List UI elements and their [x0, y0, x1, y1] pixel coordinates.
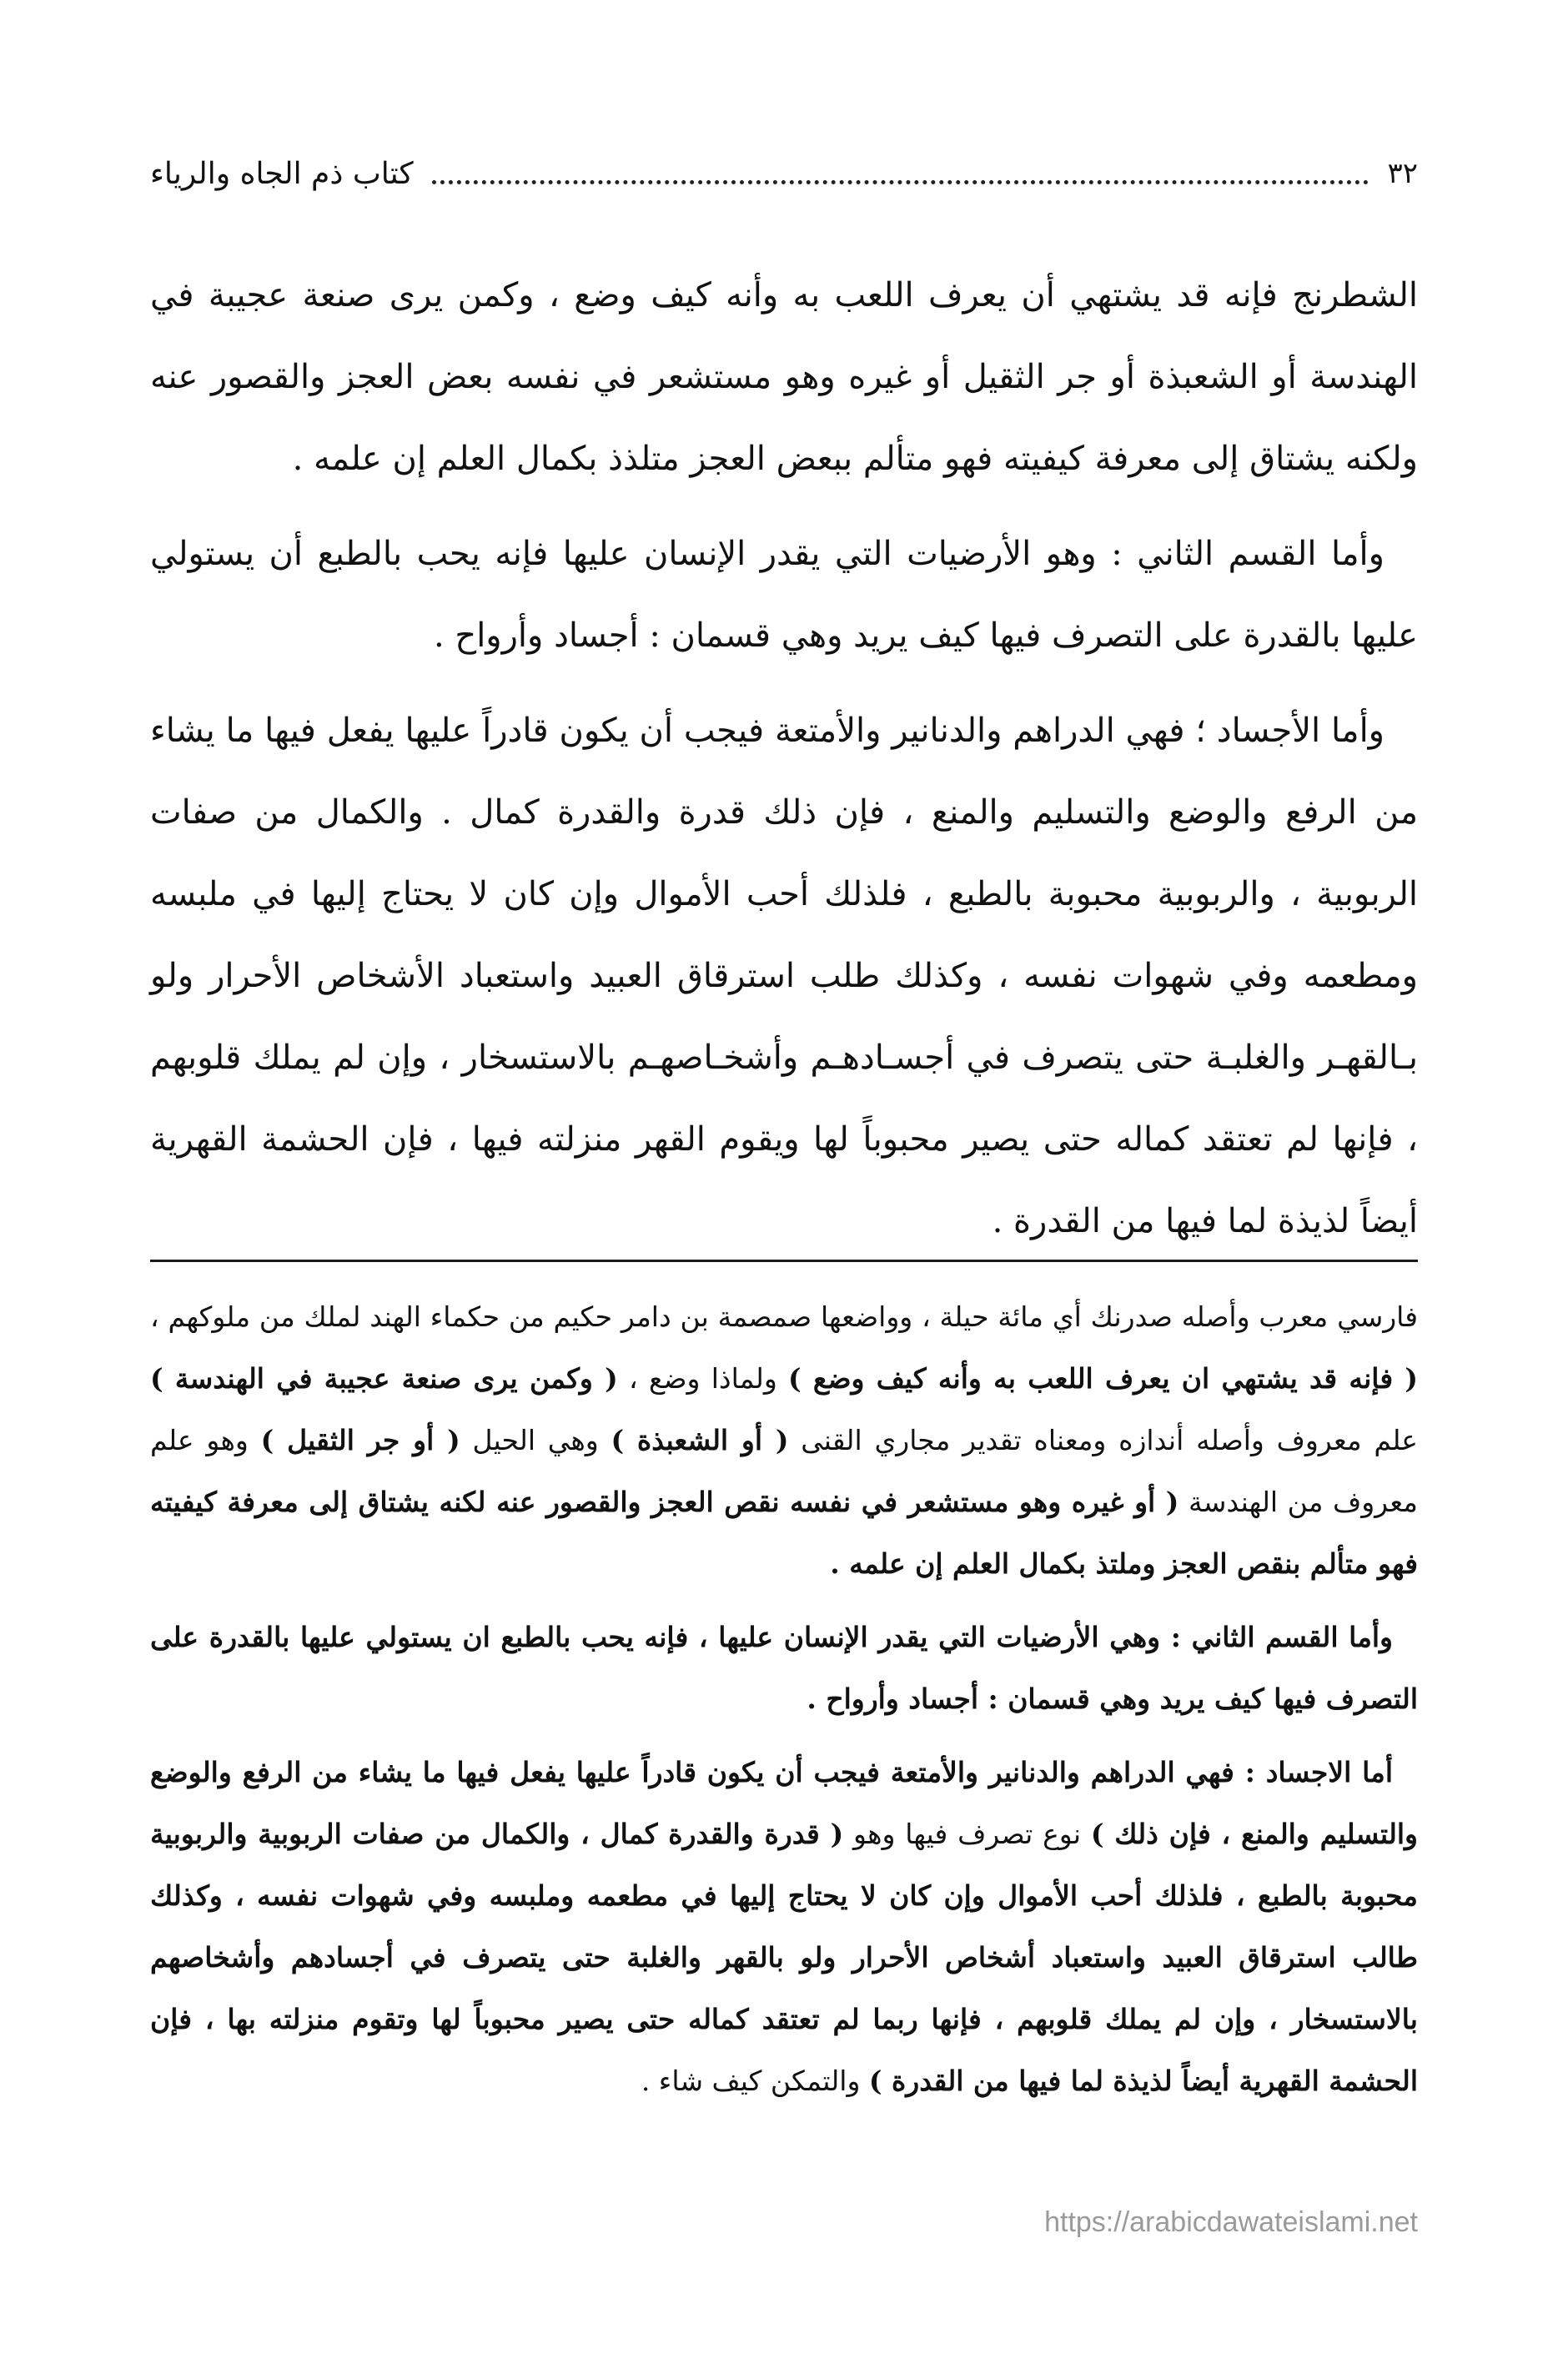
commentary-paragraph-1 [150, 1286, 1418, 1595]
commentary-quote: ( أو الشعبذة ) [611, 1424, 789, 1456]
commentary-text: ولماذا وضع ، [617, 1362, 789, 1395]
main-paragraph-3: وأما الأجساد ؛ فهي الدراهم والدنانير والأمتعة فيجب أن يكون قادراً عليها يفعل فيها ما يشاء من الرفع والوضع والتسليم والمنع ، فإن ذلك قدرة والقدرة كمال . والكمال من صفات الربوبية ، والربوبية محبوبة بالطبع ، فلذلك أحب الأموال وإن كان لا يحتاج إليها في ملبسه ومطعمه وفي شهوات نفسه ، وكذلك طلب استرقاق العبيد واستعباد الأشخاص الأحرار ولو بـالقهـر والغلبـة حتى يتصرف في أجسـادهـم وأشخـاصهـم بالاستسخار ، وإن لم يملك قلوبهم ، فإنها لم تعتقد كماله حتى يصير محبوباً لها ويقوم القهر منزلته فيها ، فإن الحشمة القهرية أيضاً لذيذة لما فيها من القدرة . [150, 712, 1418, 1240]
commentary-quote: ( قدرة والقدرة كمال ، والكمال من صفات الربوبية والربوبية محبوبة بالطبع ، فلذلك أحب الأموال وإن كان لا يحتاج إليها في مطعمه وملبسه وفي شهوات نفسه ، وكذلك طالب استرقاق العبيد واستعباد أشخاص الأحرار ولو بالقهر والغلبة حتى يتصرف في أجسادهم وأشخاصهم بالاستسخار ، وإن لم يملك قلوبهم ، فإنها ربما لم تعتقد كماله حتى يصير محبوباً لها وتقوم منزلته بها ، فإن الحشمة القهرية أيضاً لذيذة لما فيها من القدرة ) [150, 1818, 1418, 2097]
commentary-quote: ( فإنه قد يشتهي ان يعرف اللعب به وأنه كيف وضع ) [788, 1362, 1418, 1395]
book-title: كتاب ذم الجاه والرياء [150, 156, 414, 191]
commentary [150, 1286, 1418, 2124]
commentary-text: وهي الحيل [460, 1424, 611, 1456]
commentary-quote: ( وكمن يرى صنعة عجيبة في الهندسة ) [150, 1362, 618, 1395]
watermark-url: https://arabicdawateislami.net [1044, 2206, 1418, 2238]
commentary-text: وهو علم معروف من الهندسة [150, 1424, 1418, 1518]
main-paragraph-2: وأما القسم الثاني : وهو الأرضيات التي يقدر الإنسان عليها فإنه يحب بالطبع أن يستولي عليها بالقدرة على التصرف فيها كيف يريد وهي قسمان : أجساد وأرواح . [150, 535, 1418, 655]
commentary-quote: أما الاجساد : فهي الدراهم والدنانير والأمتعة فيجب أن يكون قادراً عليها يفعل فيها ما يشاء من الرفع والوضع والتسليم والمنع ، فإن ذلك ) [150, 1756, 1418, 1850]
page-number: ٣٢ [1387, 157, 1418, 190]
header-dotted-leader [432, 163, 1369, 184]
commentary-text: والتمكن كيف شاء . [641, 2065, 869, 2097]
commentary-paragraph-2: وأما القسم الثاني : وهي الأرضيات التي يقدر الإنسان عليها ، فإنه يحب بالطبع ان يستولي عليها بالقدرة على التصرف فيها كيف يريد وهي قسمان : أجساد وأرواح . [150, 1621, 1418, 1715]
commentary-paragraph-3 [150, 1742, 1418, 2112]
commentary-text: نوع تصرف فيها وهو [843, 1818, 1091, 1850]
running-header [150, 148, 1418, 199]
commentary-text: علم معروف وأصله أندازه ومعناه تقدير مجاري القنى [788, 1424, 1418, 1456]
main-paragraph-1: الشطرنج فإنه قد يشتهي أن يعرف اللعب به وأنه كيف وضع ، وكمن يرى صنعة عجيبة في الهندسة أو الشعبذة أو جر الثقيل أو غيره وهو مستشعر في نفسه بعض العجز والقصور عنه ولكنه يشتاق إلى معرفة كيفيته فهو متألم ببعض العجز متلذذ بكمال العلم إن علمه . [150, 276, 1418, 478]
commentary-quote: ( أو غيره وهو مستشعر في نفسه نقص العجز والقصور عنه لكنه يشتاق إلى معرفة كيفيته فهو متألم بنقص العجز وملتذ بكمال العلم إن علمه . [150, 1486, 1418, 1580]
main-text [150, 254, 1418, 1275]
commentary-text: فارسي معرب وأصله صدرنك أي مائة حيلة ، وواضعها صمصمة بن دامر حكيم من حكماء الهند لملك من ملوكهم ، [150, 1300, 1418, 1333]
commentary-quote: ( أو جر الثقيل ) [260, 1424, 460, 1456]
footnote-separator [150, 1260, 1418, 1262]
